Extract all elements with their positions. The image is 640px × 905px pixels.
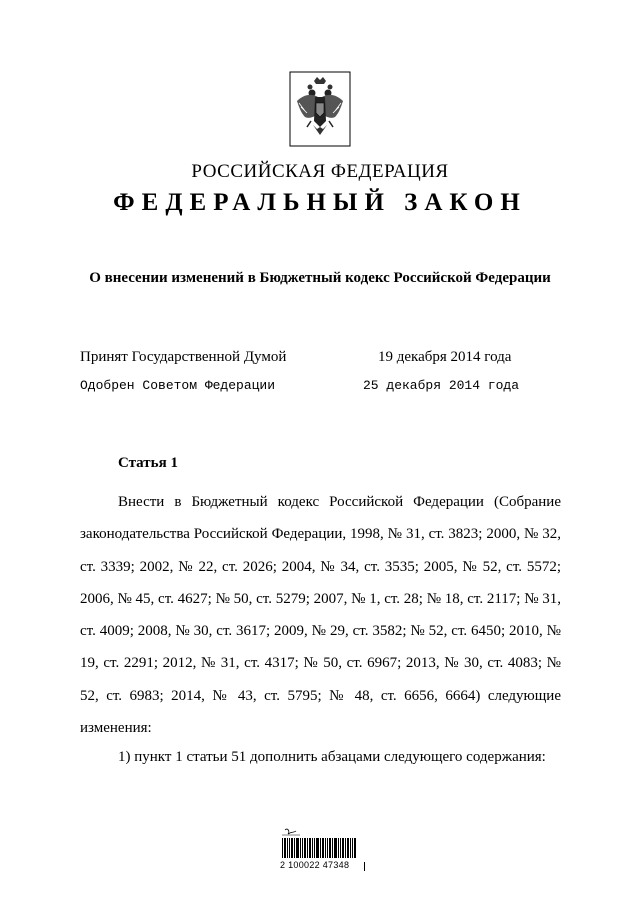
country-name: РОССИЙСКАЯ ФЕДЕРАЦИЯ [191,161,449,182]
barcode-icon [282,838,356,858]
article-heading: Статья 1 [118,455,178,471]
duma-adoption-label: Принят Государственной Думой [80,349,287,365]
law-type-heading: ФЕДЕРАЛЬНЫЙ ЗАКОН [113,189,527,216]
coat-of-arms-icon [289,71,351,147]
article-paragraph: Внести в Бюджетный кодекс Российской Федерации (Собрание законодательства Российской Федерации, 1998, № 31, ст. 3823; 2000, № 32, ст. 3339; 2002, № 22, ст. 2026; 2004, № 34, ст. 3535; 2005, № 52, ст. 5572; 2006, № 45, ст. 4627; № 50, ст. 5279; 2007, № 1, ст. 28; № 18, ст. 2117; № 31, ст. 4009; 2008, № 30, ст. 3617; 2009, № 29, ст. 3582; № 52, ст. 6450; 2010, № 19, ст. 2291; 2012, № 31, ст. 4317; № 50, ст. 6967; 2013, № 30, ст. 4083; № 52, ст. 6983; 2014, № 43, ст. 5795; № 48, ст. 6656, 6664) следующие изменения: [80,494,562,737]
council-approval-date: 25 декабря 2014 года [363,378,520,393]
law-title: О внесении изменений в Бюджетный кодекс Российской Федерации [89,270,551,286]
article-item-1: 1) пункт 1 статьи 51 дополнить абзацами следующего содержания: [118,749,546,765]
duma-adoption-date: 19 декабря 2014 года [378,349,512,365]
council-approval-label: Одобрен Советом Федерации [80,378,276,393]
barcode-number: 2 100022 47348 [280,860,350,870]
